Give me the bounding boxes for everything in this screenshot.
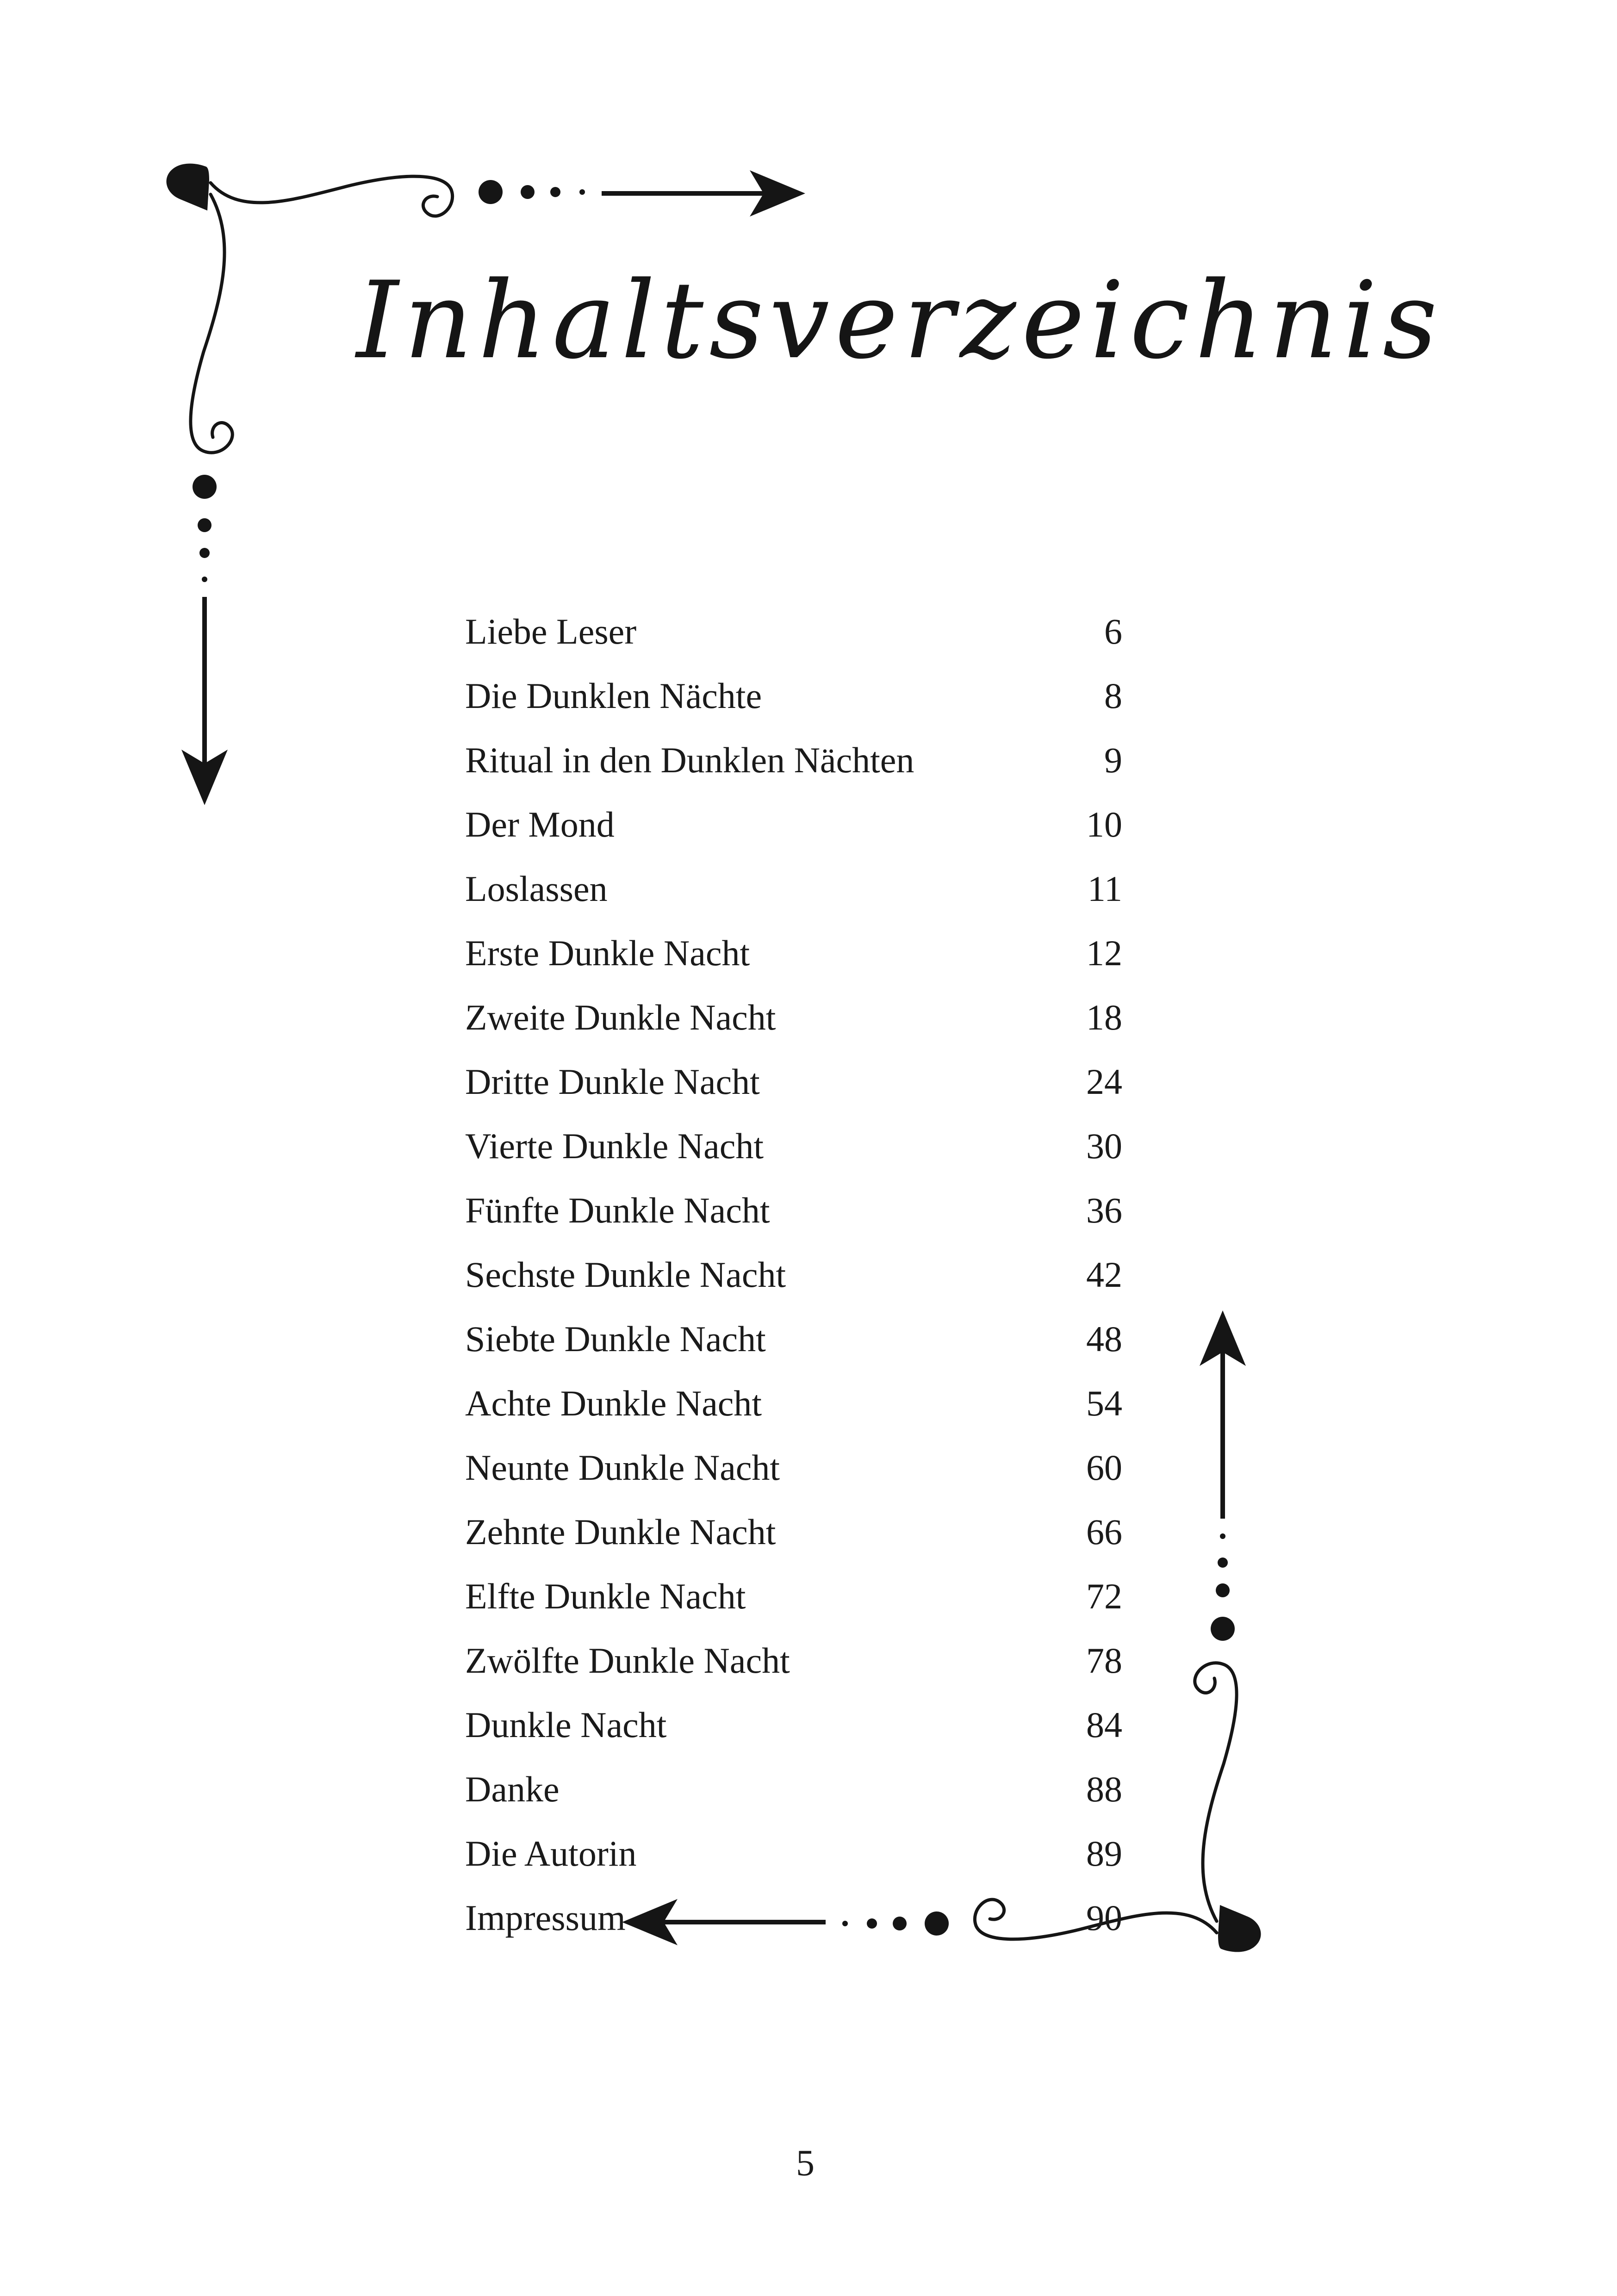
toc-entry-page: 72 xyxy=(1086,1576,1122,1616)
toc-entry-page: 30 xyxy=(1086,1126,1122,1166)
toc-entry-title: Vierte Dunkle Nacht xyxy=(465,1126,764,1166)
toc-entry-page: 18 xyxy=(1086,997,1122,1037)
toc-entry-title: Die Dunklen Nächte xyxy=(465,676,762,716)
toc-entry[interactable] xyxy=(465,1371,1122,1435)
toc-entry-title: Erste Dunkle Nacht xyxy=(465,933,750,973)
toc-entry-title: Achte Dunkle Nacht xyxy=(465,1383,762,1423)
toc-entry[interactable] xyxy=(465,856,1122,921)
toc-entry-title: Ritual in den Dunklen Nächten xyxy=(465,740,914,780)
toc-entry-page: 24 xyxy=(1086,1061,1122,1102)
toc-entry-title: Danke xyxy=(465,1769,560,1809)
dot-icon xyxy=(1216,1583,1230,1597)
toc-entry-title: Die Autorin xyxy=(465,1833,637,1874)
toc-entry-title: Dritte Dunkle Nacht xyxy=(465,1061,760,1102)
toc-entry-page: 36 xyxy=(1086,1190,1122,1230)
toc-entry-page: 6 xyxy=(1104,611,1122,652)
toc-entry-page: 66 xyxy=(1086,1512,1122,1552)
toc-entry[interactable] xyxy=(465,985,1122,1049)
toc-entry-page: 84 xyxy=(1086,1705,1122,1745)
toc-entry-page: 10 xyxy=(1086,804,1122,844)
toc-entry-title: Zwölfte Dunkle Nacht xyxy=(465,1640,790,1681)
toc-entry-title: Impressum xyxy=(465,1898,626,1938)
toc-entry[interactable] xyxy=(465,1242,1122,1307)
heart-icon xyxy=(1218,1905,1261,1952)
toc-entry-title: Neunte Dunkle Nacht xyxy=(465,1447,780,1488)
toc-entry[interactable] xyxy=(465,1500,1122,1564)
toc-entry-page: 9 xyxy=(1104,740,1122,780)
toc-entry[interactable] xyxy=(465,921,1122,985)
toc-entry[interactable] xyxy=(465,599,1122,664)
dot-icon xyxy=(1218,1558,1228,1568)
toc-entry[interactable] xyxy=(465,728,1122,792)
toc-entry-page: 90 xyxy=(1086,1898,1122,1938)
toc-entry-title: Dunkle Nacht xyxy=(465,1705,667,1745)
table-of-contents xyxy=(465,599,1122,1950)
toc-entry[interactable] xyxy=(465,1307,1122,1371)
toc-entry-title: Fünfte Dunkle Nacht xyxy=(465,1190,770,1230)
dot-icon xyxy=(1211,1617,1235,1641)
toc-entry-page: 60 xyxy=(1086,1447,1122,1488)
toc-entry-page: 8 xyxy=(1104,676,1122,716)
toc-entry[interactable] xyxy=(465,1757,1122,1821)
toc-entry-title: Loslassen xyxy=(465,869,608,909)
toc-entry[interactable] xyxy=(465,1178,1122,1242)
toc-entry-page: 78 xyxy=(1086,1640,1122,1681)
toc-entry-page: 11 xyxy=(1087,869,1122,909)
toc-entry-page: 12 xyxy=(1086,933,1122,973)
page-number: 5 xyxy=(796,2143,815,2184)
vertical-swirl xyxy=(1195,1663,1237,1921)
toc-entry[interactable] xyxy=(465,1886,1122,1950)
toc-entry[interactable] xyxy=(465,1693,1122,1757)
toc-entry[interactable] xyxy=(465,1564,1122,1628)
toc-entry[interactable] xyxy=(465,1435,1122,1500)
toc-entry-page: 48 xyxy=(1086,1319,1122,1359)
toc-entry-title: Zehnte Dunkle Nacht xyxy=(465,1512,776,1552)
toc-entry[interactable] xyxy=(465,1049,1122,1114)
toc-entry-title: Liebe Leser xyxy=(465,611,637,652)
toc-entry-title: Siebte Dunkle Nacht xyxy=(465,1319,766,1359)
toc-entry-title: Sechste Dunkle Nacht xyxy=(465,1254,786,1295)
dot-icon xyxy=(1220,1533,1225,1539)
toc-entry-page: 42 xyxy=(1086,1254,1122,1295)
toc-entry[interactable] xyxy=(465,792,1122,856)
toc-entry[interactable] xyxy=(465,1114,1122,1178)
toc-entry-page: 54 xyxy=(1086,1383,1122,1423)
page-title: Inhaltsverzeichnis xyxy=(356,259,1443,383)
toc-entry[interactable] xyxy=(465,1821,1122,1886)
toc-entry-title: Zweite Dunkle Nacht xyxy=(465,997,776,1037)
toc-entry-page: 89 xyxy=(1086,1833,1122,1874)
toc-entry[interactable] xyxy=(465,664,1122,728)
toc-entry-title: Elfte Dunkle Nacht xyxy=(465,1576,746,1616)
toc-entry-page: 88 xyxy=(1086,1769,1122,1809)
toc-entry[interactable] xyxy=(465,1628,1122,1693)
toc-entry-title: Der Mond xyxy=(465,804,615,844)
